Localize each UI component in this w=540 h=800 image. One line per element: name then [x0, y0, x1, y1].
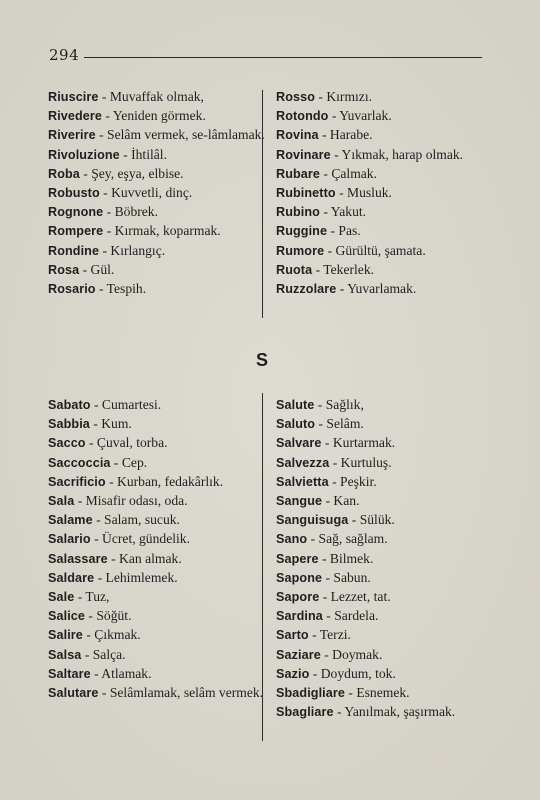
dictionary-entry [276, 454, 501, 473]
dictionary-entry [48, 530, 273, 549]
dictionary-entry [276, 646, 501, 665]
entry-translation: - Böbrek. [103, 204, 159, 220]
dictionary-entry [276, 222, 501, 241]
entry-headword: Sacco [48, 436, 86, 451]
entry-headword: Saldare [48, 570, 95, 585]
entry-translation: - Selâm. [315, 416, 364, 432]
entry-translation: - Çuval, torba. [85, 435, 168, 451]
column-divider-top [262, 90, 263, 318]
entry-headword: Salice [48, 609, 86, 624]
entry-headword: Sapore [276, 590, 320, 605]
dictionary-entry [48, 222, 273, 241]
entry-translation: - Ücret, gündelik. [90, 531, 190, 547]
entry-translation: - Esnemek. [345, 685, 410, 701]
entry-headword: Salvezza [276, 455, 330, 470]
dictionary-entry [48, 588, 273, 607]
entry-translation: - Kan. [322, 493, 360, 509]
entry-headword: Sbagliare [276, 705, 334, 720]
entry-translation: - Yeniden görmek. [102, 108, 206, 124]
entry-translation: - Söğüt. [85, 608, 132, 624]
entry-headword: Saccoccia [48, 455, 111, 470]
dictionary-entry [276, 415, 501, 434]
entry-headword: Salvare [276, 436, 322, 451]
entry-translation: - Gürültü, şamata. [324, 242, 426, 258]
entry-headword: Rotondo [276, 109, 329, 124]
entry-headword: Ruota [276, 262, 313, 277]
entry-translation: - Kan almak. [107, 550, 182, 566]
entry-translation: - Sülük. [348, 512, 395, 528]
entry-headword: Sabbia [48, 417, 90, 432]
entry-headword: Rosa [48, 262, 80, 277]
entry-headword: Riuscire [48, 90, 99, 104]
dictionary-entry [276, 530, 501, 549]
entry-headword: Rubino [276, 205, 320, 220]
dictionary-entry [276, 511, 501, 530]
entry-headword: Rognone [48, 205, 104, 220]
entry-headword: Rovinare [276, 147, 331, 162]
dictionary-entry [276, 165, 501, 184]
entry-translation: - Yıkmak, harap olmak. [330, 146, 464, 162]
dictionary-entry [48, 684, 273, 703]
dictionary-entry [48, 280, 273, 299]
entry-headword: Rovina [276, 128, 319, 143]
dictionary-entry [48, 261, 273, 280]
entry-translation: - Sağ, sağlam. [307, 531, 388, 547]
dictionary-entry [48, 607, 273, 626]
dictionary-entry [48, 550, 273, 569]
entry-headword: Saluto [276, 417, 316, 432]
entry-translation: - Terzi. [308, 627, 351, 643]
entry-translation: - Gül. [79, 261, 115, 277]
dictionary-entry [48, 242, 273, 261]
entry-translation: - Yanılmak, şaşırmak. [333, 704, 456, 720]
dictionary-entry [48, 473, 273, 492]
entry-translation: - Selâm vermek, se-lâmlamak. [95, 127, 265, 143]
entry-headword: Sarto [276, 628, 309, 643]
dictionary-entry [48, 107, 273, 126]
dictionary-entry [48, 146, 273, 165]
entry-translation: - Kurban, fedakârlık. [105, 473, 224, 489]
dictionary-entry [48, 454, 273, 473]
dictionary-entry [276, 473, 501, 492]
column-bottom-left [48, 396, 273, 703]
dictionary-entry [48, 415, 273, 434]
entry-headword: Riverire [48, 128, 96, 143]
column-top-right [276, 88, 501, 299]
entry-headword: Rubare [276, 166, 320, 181]
entry-translation: - Kırlangıç. [99, 242, 166, 258]
entry-headword: Sala [48, 494, 75, 509]
header-rule [84, 57, 482, 58]
entry-translation: - Peşkir. [328, 473, 377, 489]
entry-translation: - Kırmak, koparmak. [103, 223, 221, 239]
entry-translation: - Doymak. [320, 646, 383, 662]
entry-headword: Salame [48, 513, 93, 528]
entry-headword: Sapere [276, 551, 319, 566]
dictionary-entry [276, 434, 501, 453]
entry-translation: - Şey, eşya, elbise. [79, 165, 184, 181]
entry-headword: Saziare [276, 647, 321, 662]
entry-translation: - Kuvvetli, dinç. [99, 185, 193, 201]
entry-translation: - Harabe. [318, 127, 373, 143]
entry-headword: Salutare [48, 686, 99, 701]
entry-headword: Sale [48, 590, 75, 605]
dictionary-entry [276, 684, 501, 703]
dictionary-entry [48, 492, 273, 511]
entry-headword: Salario [48, 532, 91, 547]
entry-translation: - Yuvarlak. [328, 108, 392, 124]
entry-headword: Salvietta [276, 474, 329, 489]
dictionary-entry [276, 703, 501, 722]
entry-translation: - Salam, sucuk. [92, 512, 180, 528]
entry-translation: - Cep. [110, 454, 148, 470]
dictionary-entry [276, 261, 501, 280]
column-bottom-right [276, 396, 501, 722]
entry-translation: - Selâmlamak, selâm vermek. [98, 685, 264, 701]
dictionary-entry [276, 569, 501, 588]
dictionary-entry [48, 569, 273, 588]
entry-headword: Sapone [276, 570, 323, 585]
dictionary-entry [48, 396, 273, 415]
entry-translation: - Kum. [89, 416, 132, 432]
entry-translation: - Sağlık, [314, 397, 364, 412]
entry-headword: Rumore [276, 243, 325, 258]
entry-translation: - Bilmek. [318, 550, 374, 566]
entry-headword: Sardina [276, 609, 323, 624]
entry-headword: Roba [48, 166, 80, 181]
dictionary-entry [48, 203, 273, 222]
dictionary-entry [276, 203, 501, 222]
entry-headword: Saltare [48, 666, 91, 681]
entry-translation: - Cumartesi. [90, 397, 162, 412]
entry-headword: Salassare [48, 551, 108, 566]
dictionary-entry [276, 146, 501, 165]
dictionary-entry [276, 242, 501, 261]
column-top-left [48, 88, 273, 299]
entry-headword: Robusto [48, 186, 100, 201]
dictionary-entry [276, 550, 501, 569]
entry-headword: Sazio [276, 666, 310, 681]
entry-translation: - Tespih. [95, 281, 147, 297]
entry-translation: - Çalmak. [320, 165, 378, 181]
entry-translation: - Kurtarmak. [321, 435, 396, 451]
entry-headword: Ruggine [276, 224, 328, 239]
dictionary-entry [48, 88, 273, 107]
column-divider-bottom [262, 393, 263, 741]
dictionary-entry [276, 607, 501, 626]
entry-translation: - Lehimlemek. [94, 569, 178, 585]
page-number: 294 [49, 46, 80, 64]
entry-translation: - Musluk. [335, 185, 392, 201]
dictionary-entry [276, 107, 501, 126]
entry-translation: - Yuvarlamak. [336, 281, 417, 297]
dictionary-entry [276, 665, 501, 684]
dictionary-entry [276, 88, 501, 107]
entry-translation: - Muvaffak olmak, [98, 89, 204, 104]
entry-translation: - Sabun. [322, 569, 371, 585]
entry-headword: Sacrificio [48, 474, 106, 489]
entry-translation: - Misafir odası, oda. [74, 493, 188, 509]
entry-translation: - Tuz, [74, 589, 110, 605]
dictionary-entry [48, 434, 273, 453]
section-letter: S [256, 350, 269, 370]
entry-headword: Sanguisuga [276, 513, 349, 528]
entry-headword: Rivoluzione [48, 147, 120, 162]
entry-translation: - Salça. [81, 646, 126, 662]
dictionary-entry [276, 588, 501, 607]
entry-translation: - Çıkmak. [82, 627, 141, 643]
dictionary-entry [48, 646, 273, 665]
dictionary-entry [48, 184, 273, 203]
entry-translation: - İhtilâl. [119, 146, 167, 162]
entry-headword: Sano [276, 532, 308, 547]
entry-translation: - Pas. [327, 223, 361, 239]
entry-headword: Rubinetto [276, 186, 336, 201]
dictionary-entry [48, 126, 273, 145]
dictionary-entry [276, 626, 501, 645]
entry-translation: - Kırmızı. [315, 89, 373, 104]
entry-translation: - Lezzet, tat. [319, 589, 391, 605]
entry-translation: - Sardela. [322, 608, 379, 624]
entry-translation: - Yakut. [319, 204, 367, 220]
entry-headword: Sbadigliare [276, 686, 345, 701]
entry-headword: Rosario [48, 282, 96, 297]
entry-headword: Rompere [48, 224, 104, 239]
entry-headword: Ruzzolare [276, 282, 337, 297]
entry-translation: - Tekerlek. [312, 261, 375, 277]
entry-headword: Rondine [48, 243, 100, 258]
dictionary-entry [48, 511, 273, 530]
entry-translation: - Kurtuluş. [329, 454, 392, 470]
dictionary-entry [276, 396, 501, 415]
entry-translation: - Doydum, tok. [309, 665, 396, 681]
entry-headword: Rosso [276, 90, 315, 104]
entry-headword: Sabato [48, 398, 91, 412]
entry-headword: Rivedere [48, 109, 103, 124]
entry-headword: Sangue [276, 494, 323, 509]
dictionary-entry [276, 280, 501, 299]
entry-headword: Salire [48, 628, 83, 643]
entry-headword: Salsa [48, 647, 82, 662]
dictionary-entry [276, 126, 501, 145]
entry-translation: - Atlamak. [90, 665, 152, 681]
dictionary-entry [276, 184, 501, 203]
dictionary-entry [48, 665, 273, 684]
dictionary-entry [48, 626, 273, 645]
dictionary-entry [48, 165, 273, 184]
entry-headword: Salute [276, 398, 315, 412]
dictionary-entry [276, 492, 501, 511]
